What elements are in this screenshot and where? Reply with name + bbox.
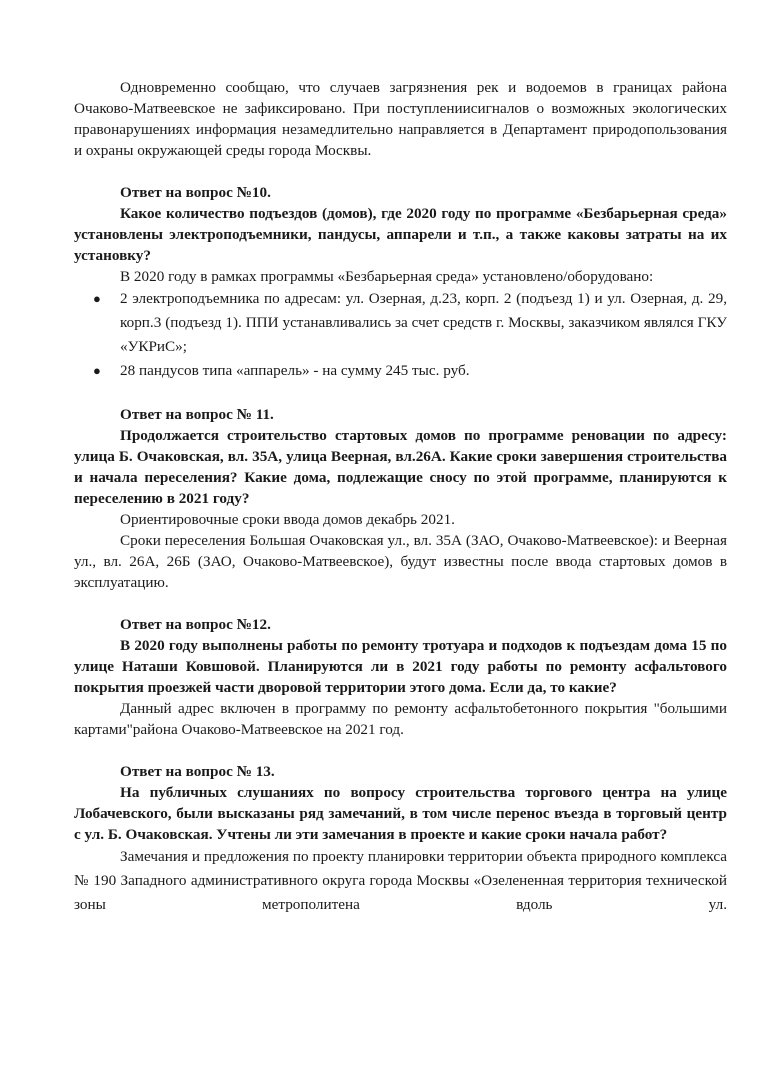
spacer bbox=[74, 383, 727, 404]
intro-paragraph: Одновременно сообщаю, что случаев загрязнения рек и водоемов в границах района Очаково-Матвеевское не зафиксировано. При поступлениисигналов о возможных экологических правонарушениях информация незамедлительно направляется в Департамент природопользования и охраны окружающей среды города Москвы. bbox=[74, 79, 727, 159]
q13-question: На публичных слушаниях по вопросу строительства торгового центра на улице Лобачевского, были высказаны ряд замечаний, в том числе перенос въезда в торговый центр с ул. Б. Очаковская. Учтены ли эти замечания в проекте и какие сроки начала работ? bbox=[74, 784, 727, 843]
q13-answer: Замечания и предложения по проекту планировки территории объекта природного комплекса № 190 Западного административного округа города Москвы «Озелененная территория технической зоны метрополитена вдоль ул. bbox=[74, 848, 727, 913]
q12-question: В 2020 году выполнены работы по ремонту тротуара и подходов к подъездам дома 15 по улице Наташи Ковшовой. Планируются ли в 2021 году работы по ремонту асфальтового покрытия проезжей части дворовой территории этого дома. Если да, то какие? bbox=[74, 637, 727, 696]
bullet-icon: ● bbox=[93, 363, 101, 378]
q13-heading: Ответ на вопрос № 13. bbox=[120, 763, 275, 780]
q10-bullet-list bbox=[74, 287, 727, 383]
spacer bbox=[74, 161, 727, 182]
q10-answer: В 2020 году в рамках программы «Безбарьерная среда» установлено/оборудовано: bbox=[120, 268, 654, 285]
list-item bbox=[74, 287, 727, 359]
q11-answer-dates: Ориентировочные сроки ввода домов декабрь 2021. bbox=[120, 511, 455, 528]
q11-question: Продолжается строительство стартовых домов по программе реновации по адресу: улица Б. Очаковская, вл. 35А, улица Веерная, вл.26А. Какие сроки завершения строительства и начала переселения? Какие дома, подлежащие сносу по этой программе, планируются к переселению в 2021 году? bbox=[74, 427, 727, 507]
q12-answer: Данный адрес включен в программу по ремонту асфальтобетонного покрытия "большими картами"района Очаково-Матвеевское на 2021 год. bbox=[74, 700, 727, 738]
q10-heading: Ответ на вопрос №10. bbox=[120, 184, 271, 201]
spacer bbox=[74, 740, 727, 761]
q12-heading: Ответ на вопрос №12. bbox=[120, 616, 271, 633]
bullet-icon: ● bbox=[93, 291, 101, 306]
list-item-text: 2 электроподъемника по адресам: ул. Озерная, д.23, корп. 2 (подъезд 1) и ул. Озерная, д. 29, корп.3 (подъезд 1). ППИ устанавливались за счет средств г. Москвы, заказчиком являлся ГКУ «УКРиС»; bbox=[120, 290, 727, 355]
list-item bbox=[74, 359, 727, 383]
q11-answer-relocation: Сроки переселения Большая Очаковская ул., вл. 35А (ЗАО, Очаково-Матвеевское): и Веерная ул., вл. 26А, 26Б (ЗАО, Очаково-Матвеевское), будут известны после ввода стартовых домов в эксплуатацию. bbox=[74, 532, 727, 591]
spacer bbox=[74, 593, 727, 614]
document-page bbox=[74, 77, 727, 917]
q11-heading: Ответ на вопрос № 11. bbox=[120, 406, 274, 423]
list-item-text: 28 пандусов типа «аппарель» - на сумму 245 тыс. руб. bbox=[120, 362, 470, 379]
q10-question: Какое количество подъездов (домов), где 2020 году по программе «Безбарьерная среда» установлены электроподъемники, пандусы, аппарели и т.п., а также каковы затраты на их установку? bbox=[74, 205, 727, 264]
